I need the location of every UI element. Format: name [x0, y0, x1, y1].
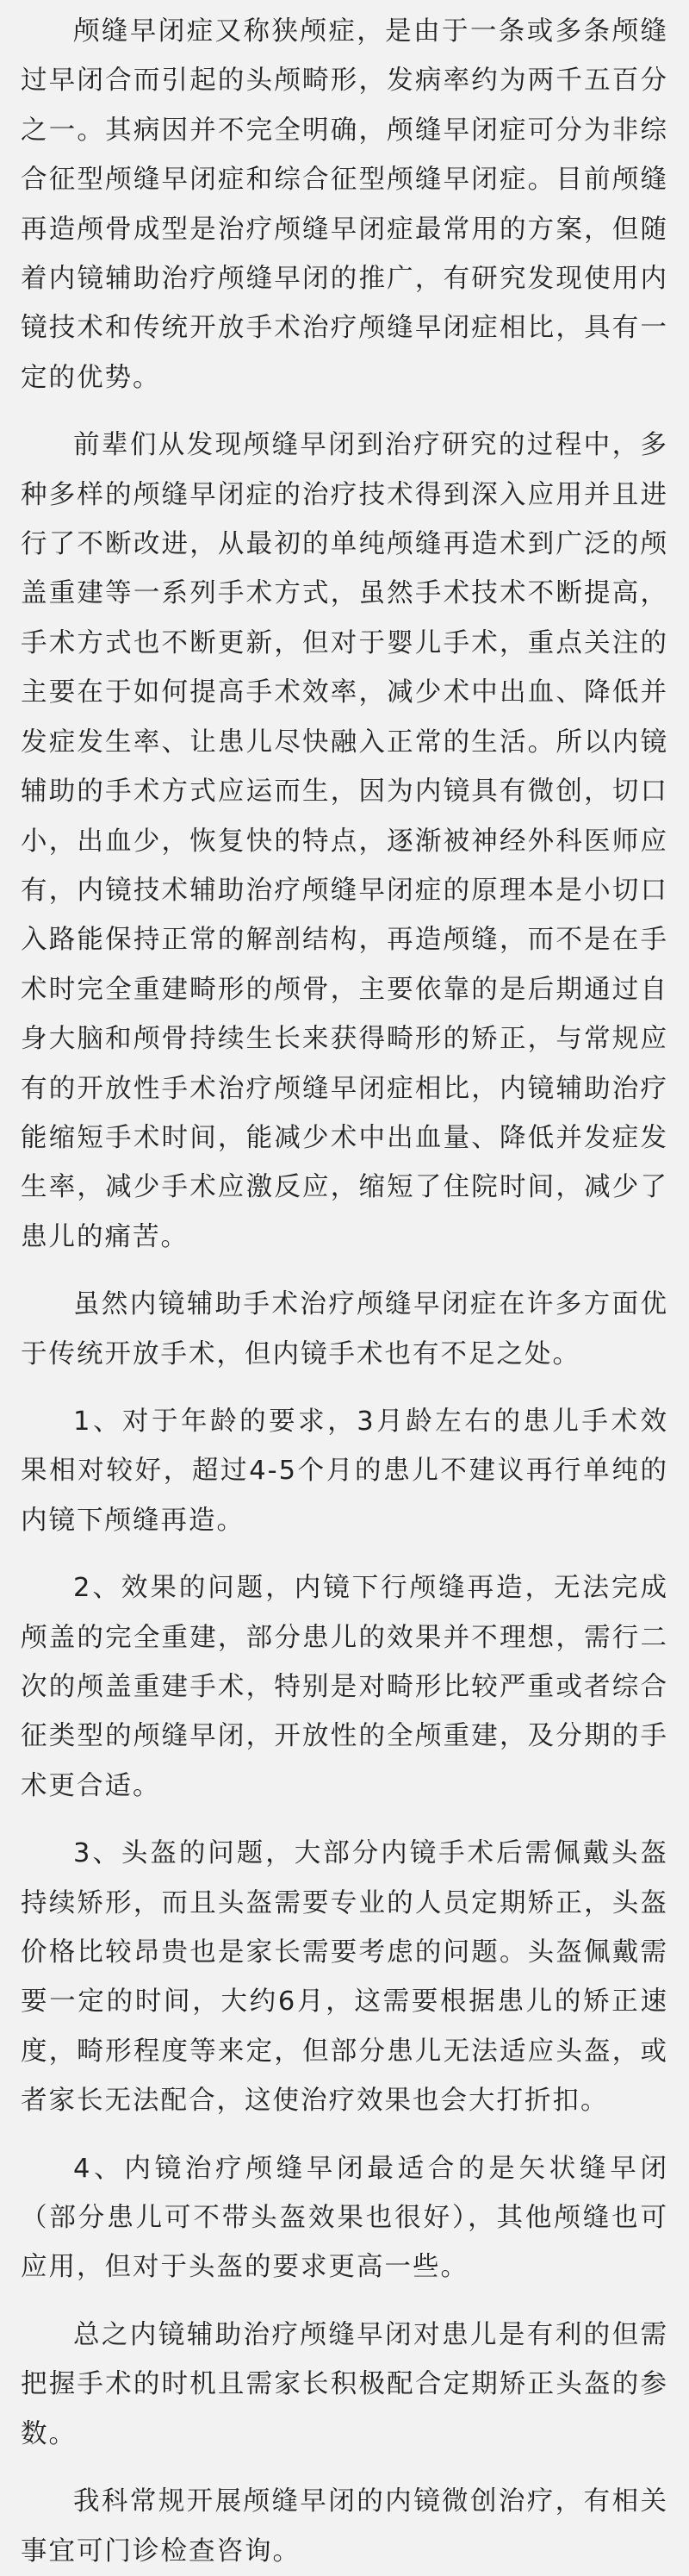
paragraph-shortcomings-intro: 虽然内镜辅助手术治疗颅缝早闭症在许多方面优于传统开放手术，但内镜手术也有不足之处。 [21, 1289, 668, 1369]
paragraph-point-suture-type: 4、内镜治疗颅缝早闭最适合的是矢状缝早闭（部分患儿可不带头盔效果也很好），其他颅缝也可应用，但对于头盔的要求更高一些。 [21, 2153, 668, 2283]
paragraph-point-age: 1、对于年龄的要求，3月龄左右的患儿手术效果相对较好，超过4-5个月的患儿不建议再行单纯的内镜下颅缝再造。 [21, 1406, 668, 1536]
paragraph-intro: 颅缝早闭症又称狭颅症，是由于一条或多条颅缝过早闭合而引起的头颅畸形，发病率约为两千五百分之一。其病因并不完全明确，颅缝早闭症可分为非综合征型颅缝早闭症和综合征型颅缝早闭症。目前颅缝再造颅骨成型是治疗颅缝早闭症最常用的方案，但随着内镜辅助治疗颅缝早闭的推广，有研究发现使用内镜技术和传统开放手术治疗颅缝早闭症相比，具有一定的优势。 [21, 16, 668, 393]
paragraph-summary: 总之内镜辅助治疗颅缝早闭对患儿是有利的但需把握手术的时机且需家长积极配合定期矫正头盔的参数。 [21, 2319, 668, 2449]
paragraph-contact: 我科常规开展颅缝早闭的内镜微创治疗，有相关事宜可门诊检查咨询。 [21, 2486, 668, 2567]
paragraph-point-effect: 2、效果的问题，内镜下行颅缝再造，无法完成颅盖的完全重建，部分患儿的效果并不理想，需行二次的颅盖重建手术，特别是对畸形比较严重或者综合征类型的颅缝早闭，开放性的全颅重建，及分期的手术更合适。 [21, 1573, 668, 1801]
paragraph-history: 前辈们从发现颅缝早闭到治疗研究的过程中，多种多样的颅缝早闭症的治疗技术得到深入应用并且进行了不断改进，从最初的单纯颅缝再造术到广泛的颅盖重建等一系列手术方式，虽然手术技术不断提高，手术方式也不断更新，但对于婴儿手术，重点关注的主要在于如何提高手术效率，减少术中出血、降低并发症发生率、让患儿尽快融入正常的生活。所以内镜辅助的手术方式应运而生，因为内镜具有微创，切口小，出血少，恢复快的特点，逐渐被神经外科医师应有，内镜技术辅助治疗颅缝早闭症的原理本是小切口入路能保持正常的解剖结构，再造颅缝，而不是在手术时完全重建畸形的颅骨，主要依靠的是后期通过自身大脑和颅骨持续生长来获得畸形的矫正，与常规应有的开放性手术治疗颅缝早闭症相比，内镜辅助治疗能缩短手术时间，能减少术中出血量、降低并发症发生率，减少手术应激反应，缩短了住院时间，减少了患儿的痛苦。 [21, 430, 668, 1252]
paragraph-point-helmet: 3、头盔的问题，大部分内镜手术后需佩戴头盔持续矫形，而且头盔需要专业的人员定期矫正，头盔价格比较昂贵也是家长需要考虑的问题。头盔佩戴需要一定的时间，大约6月，这需要根据患儿的矫正速度，畸形程度等来定，但部分患儿无法适应头盔，或者家长无法配合，这使治疗效果也会大打折扣。 [21, 1838, 668, 2117]
